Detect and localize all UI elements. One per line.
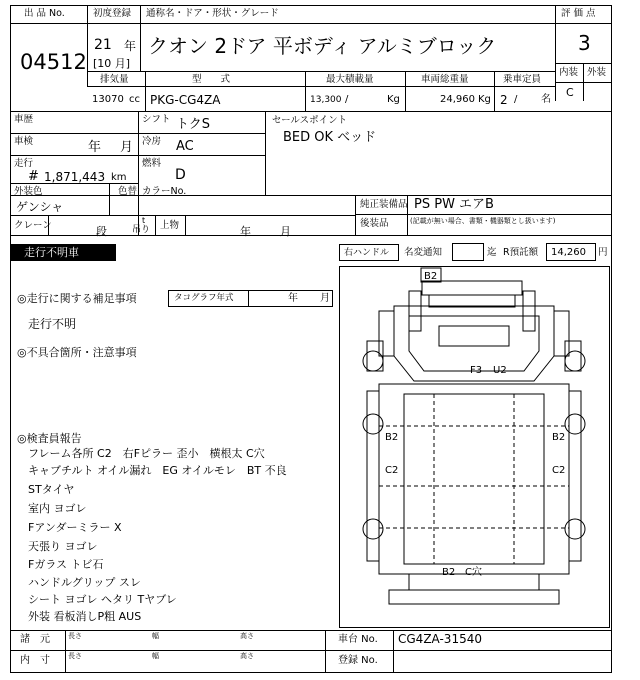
diagram-mark: C穴 — [465, 567, 482, 578]
aircon-label: 冷房 — [142, 136, 162, 147]
score-label: 評 価 点 — [561, 8, 596, 19]
height-label: 高さ — [240, 632, 254, 640]
specs-label: 諸 元 — [20, 634, 50, 645]
divider — [65, 630, 66, 673]
divider — [185, 215, 186, 235]
lot-number-label: 出 品 No. — [24, 8, 65, 19]
running-supplement-title: ◎走行に関する補足事項 — [17, 292, 137, 305]
inspection-year-unit: 年 — [88, 140, 102, 155]
divider — [405, 71, 406, 111]
inner-dimensions-label: 内 寸 — [20, 655, 50, 666]
divider — [305, 71, 306, 111]
width-label-inner: 幅 — [152, 652, 159, 660]
max-load-value: 13,300 — [310, 95, 342, 105]
aftermarket-note: (記載が無い場合、書類・機器類とし扱います) — [410, 217, 556, 225]
interior-grade: C — [566, 86, 574, 99]
height-label-inner: 高さ — [240, 652, 254, 660]
displacement-label: 排気量 — [100, 74, 129, 85]
tachograph-year-unit: 年 — [288, 293, 298, 304]
inspector-line: シート ヨゴレ ヘタリ Tヤブレ — [28, 593, 177, 606]
rhd-label: 右ハンドル — [344, 248, 390, 258]
divider — [325, 630, 326, 673]
registration-year-unit: 年 — [124, 39, 137, 53]
divider — [87, 71, 555, 72]
crane-ton-unit: t — [142, 216, 146, 225]
name-change-box — [452, 243, 484, 261]
registration-month: [10 月] — [93, 57, 131, 70]
gross-weight-label: 車両総重量 — [421, 74, 469, 85]
exterior-grade-label: 外装 — [587, 67, 607, 78]
gross-weight-value: 24,960 — [440, 94, 475, 105]
mileage-prefix: # — [28, 169, 39, 184]
crane-hang-unit: 吊り — [132, 225, 151, 235]
divider — [355, 214, 612, 215]
model-label: 型 式 — [192, 74, 231, 85]
overall-score: 3 — [578, 31, 591, 55]
cargo-year-unit: 年 — [240, 225, 251, 238]
fuel-value: D — [175, 167, 186, 183]
crane-label: クレーン — [14, 220, 52, 231]
divider — [355, 195, 356, 235]
registration-number-label: 登録 No. — [338, 655, 378, 666]
divider — [583, 63, 584, 101]
divider — [248, 290, 249, 307]
width-label: 幅 — [152, 632, 159, 640]
sales-point-label: セールスポイント — [272, 115, 348, 126]
max-load-slash: / — [345, 94, 349, 105]
chassis-number-label: 車台 No. — [338, 634, 378, 645]
mileage-value: 1,871,443 — [44, 170, 106, 184]
shift-value: トクS — [176, 117, 210, 132]
recycle-deposit-label: R預託額 — [503, 247, 539, 258]
recycle-deposit-value: 14,260 — [551, 247, 586, 258]
genuine-equipment-label: 純正装備品 — [360, 199, 408, 210]
diagram-mark: F3 — [470, 365, 483, 376]
running-supplement-text: 走行不明 — [28, 317, 77, 331]
car-name-label: 通称名・ドア・形状・グレード — [146, 8, 279, 19]
genuine-equipment-value: PS PW エアB — [414, 197, 494, 212]
diagram-mark: B2 — [552, 432, 566, 443]
capacity-slash: / — [514, 94, 518, 105]
inspector-line: STタイヤ — [28, 483, 75, 496]
cargo-body-label: 上物 — [160, 220, 180, 231]
aftermarket-label: 後装品 — [360, 218, 389, 229]
shift-label: シフト — [142, 114, 171, 125]
inspector-line: Fアンダーミラー X — [28, 521, 122, 534]
lot-number: 04512 — [20, 50, 87, 74]
divider — [10, 650, 612, 651]
registration-year: 21 — [94, 37, 112, 53]
tachograph-month-unit: 月 — [320, 293, 330, 304]
divider — [87, 86, 555, 87]
divider — [10, 111, 612, 112]
inspector-line: キャブチルト オイル漏れ EG オイルモレ BT 不良 — [28, 464, 287, 477]
inspector-line: 外装 看板消しP粗 AUS — [28, 610, 142, 623]
crane-stage-unit: 段 — [96, 225, 107, 238]
capacity-value: 2 — [500, 93, 508, 107]
displacement-unit: cc — [129, 94, 140, 105]
recycle-deposit-box — [546, 243, 596, 261]
gross-weight-unit: Kg — [478, 94, 491, 105]
length-label: 長さ — [68, 632, 82, 640]
max-load-unit: Kg — [387, 94, 400, 105]
mileage-unit: km — [111, 172, 127, 183]
tachograph-label: タコグラフ年式 — [174, 293, 234, 303]
divider — [10, 215, 355, 216]
divider — [145, 71, 146, 111]
color-number-label: カラーNo. — [142, 186, 187, 197]
recycle-deposit-unit: 円 — [598, 247, 608, 258]
inspection-month-unit: 月 — [120, 140, 134, 155]
defects-title: ◎不具合箇所・注意事項 — [17, 346, 137, 359]
divider — [155, 215, 156, 235]
history-label: 車歴 — [14, 114, 34, 125]
divider — [494, 71, 495, 111]
diagram-mark: B2 — [385, 432, 399, 443]
capacity-label: 乗車定員 — [503, 74, 542, 85]
divider — [393, 630, 394, 673]
interior-grade-label: 内装 — [559, 67, 579, 78]
inspector-line: フレーム各所 C2 右Fピラー 歪小 横根太 C穴 — [28, 447, 265, 460]
divider — [10, 23, 612, 24]
chassis-number: CG4ZA-31540 — [398, 632, 482, 646]
rhd-badge — [339, 244, 399, 261]
divider — [109, 183, 110, 215]
inspection-label: 車検 — [14, 136, 34, 147]
name-change-label: 名変通知 — [404, 247, 443, 258]
divider — [10, 155, 265, 156]
inspector-line: Fガラス トビ石 — [28, 558, 104, 571]
divider — [138, 111, 139, 235]
diagram-mark: C2 — [385, 465, 399, 476]
capacity-unit: 名 — [541, 94, 551, 105]
inspector-report-title: ◎検査員報告 — [17, 432, 82, 445]
diagram-mark: B2 — [424, 271, 438, 282]
mileage-label: 走行 — [14, 158, 34, 169]
divider — [265, 111, 266, 195]
deadline-prefix: 迄 — [487, 247, 497, 258]
diagram-mark: B2 — [442, 567, 456, 578]
displacement-value: 13070 — [92, 94, 124, 105]
diagram-mark: U2 — [493, 365, 507, 376]
color-change-label: 色替 — [118, 186, 138, 197]
divider — [10, 133, 265, 134]
model-code: PKG-CG4ZA — [150, 93, 221, 107]
exterior-color-label: 外装色 — [14, 186, 43, 197]
divider — [140, 5, 141, 23]
inspector-line: 天張り ヨゴレ — [28, 540, 98, 553]
divider — [87, 5, 88, 86]
diagram-mark: C2 — [552, 465, 566, 476]
divider — [355, 195, 612, 196]
max-load-label: 最大積載量 — [326, 74, 374, 85]
car-name: クオン 2ドア 平ボディ アルミブロック — [148, 34, 497, 58]
inspector-line: ハンドルグリップ スレ — [28, 576, 141, 589]
aircon-value: AC — [176, 139, 194, 154]
sales-point-text: BED OK ベッド — [283, 130, 377, 145]
fuel-label: 燃料 — [142, 158, 162, 169]
divider — [140, 23, 141, 71]
length-label-inner: 長さ — [68, 652, 82, 660]
divider — [10, 630, 612, 631]
exterior-color-value: ゲンシャ — [16, 200, 64, 214]
cargo-month-unit: 月 — [280, 225, 291, 238]
inspector-line: 室内 ヨゴレ — [28, 502, 87, 515]
mileage-unknown-banner: 走行不明車 — [11, 244, 116, 261]
divider — [555, 5, 556, 101]
first-registration-label: 初度登録 — [93, 8, 132, 19]
